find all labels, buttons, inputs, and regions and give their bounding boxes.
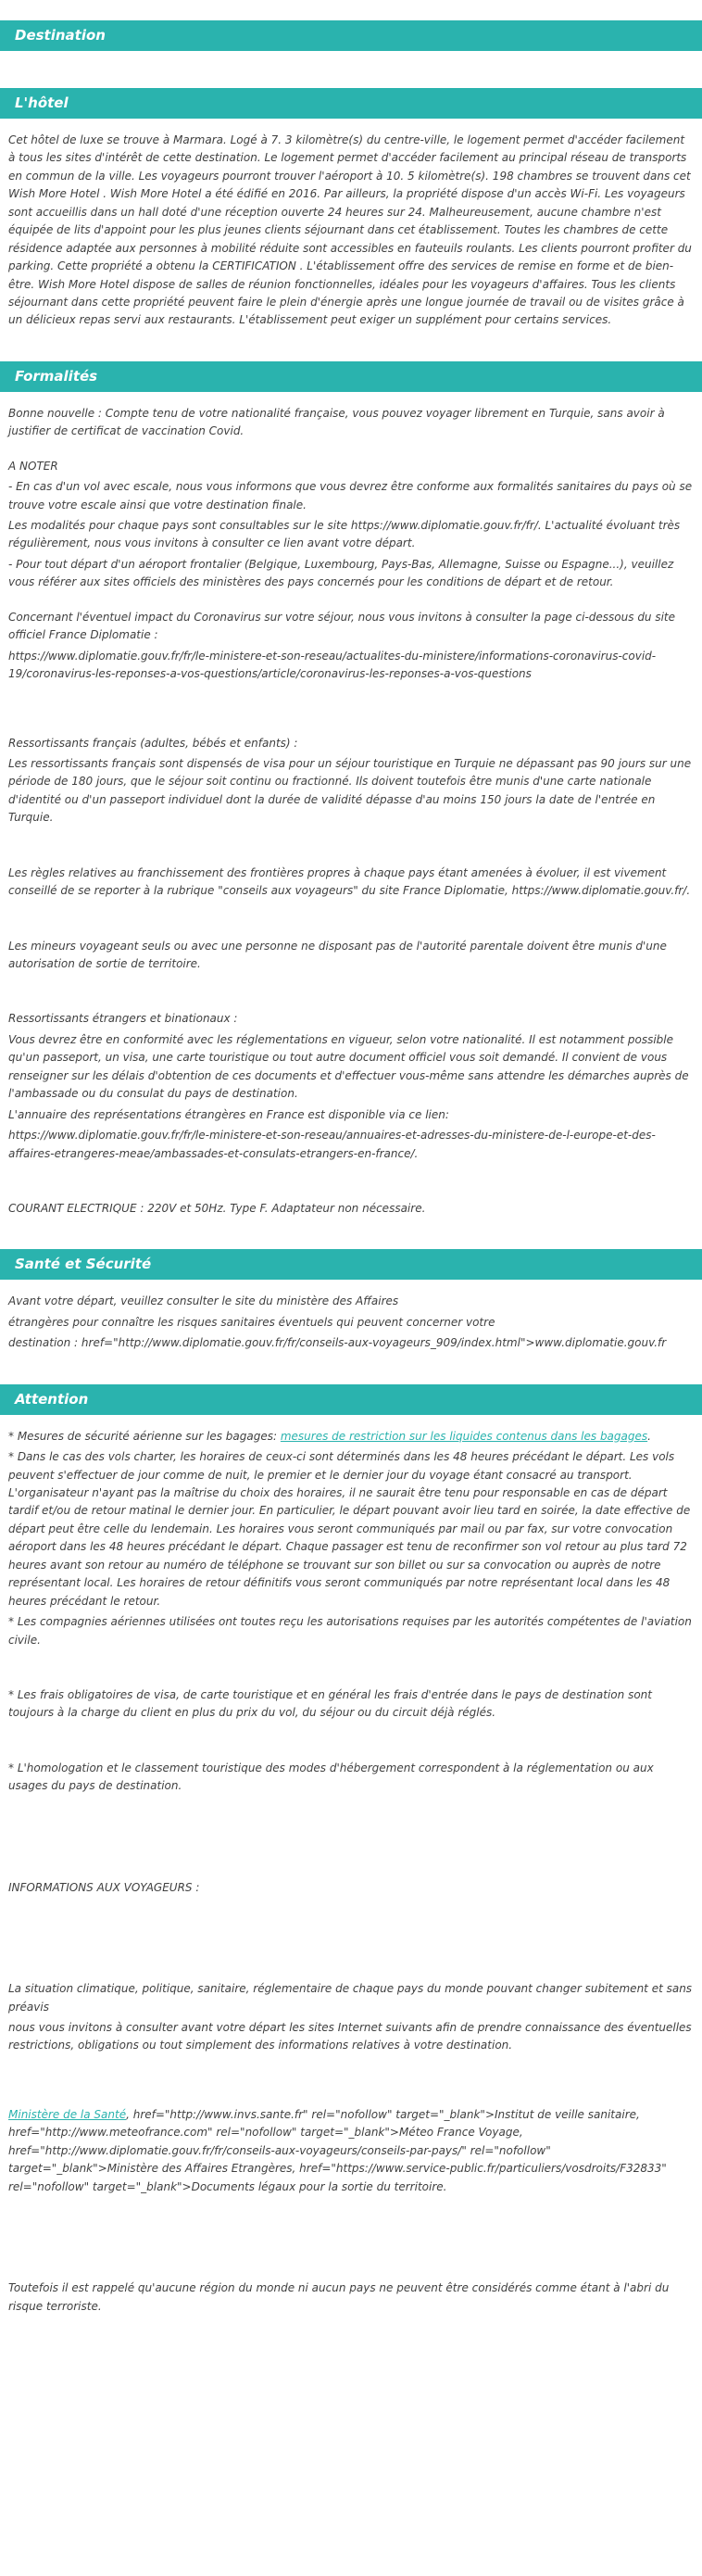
formalites-foreign-nationals-text: Vous devrez être en conformité avec les réglementations en vigueur, selon votre nationalité. Il est notamment possible qu'un passeport, un visa, une carte touristique ou tout autre document officiel vous soit demandé. Il convient de vous renseigner sur les délais d'obtention de ces documents et d'effectuer vous-même sans attendre les démarches auprès de l'ambassade ou du consulat du pays de destination. [8,1032,689,1101]
traveler-info-links-text: , href="http://www.invs.sante.fr" rel="nofollow" target="_blank">Institut de veille sanitaire, href="http://www.meteofrance.com" rel="nofollow" target="_blank">Méteo France Voyage, href="http://www.diplomatie.gouv.fr/fr/conseils-aux-voyageurs/conseils-par-pays/" rel="nofollow" target="_blank">Ministère des Affaires Etrangères, href="https://www.service-public.fr/particuliers/vosdroits/F32833" rel="nofollow" target="_blank">Documents légaux pour la sortie du territoire. [8,2107,667,2193]
sante-line-3: destination : href="http://www.diplomatie.gouv.fr/fr/conseils-aux-voyageurs_909/index.html">www.diplomatie.gouv.fr [8,1336,667,1350]
destination-title: Destination [15,27,106,44]
baggage-restrictions-link[interactable]: mesures de restriction sur les liquides contenus dans les bagages [280,1429,648,1443]
destination-header-bar [0,20,702,51]
formalites-french-nationals-text: Les ressortissants français sont dispensés de visa pour un séjour touristique en Turquie ne dépassant pas 90 jours sur une période de 180 jours, que le séjour soit continu ou fractionné. Ils doivent toutefois être munis d'une carte nationale d'identité ou d'un passeport individuel dont la durée de validité dépasse d'au moins 150 jours la date de l'entrée en Turquie. [8,756,692,825]
hotel-header-bar [0,88,702,119]
formalites-directory-url: https://www.diplomatie.gouv.fr/fr/le-ministere-et-son-reseau/annuaires-et-adresses-du-ministere-de-l-europe-et-des-affaires-etrangeres-meae/ambassades-et-consulats-etrangers-en-france/. [8,1129,656,1160]
formalites-coronavirus-url: https://www.diplomatie.gouv.fr/fr/le-ministere-et-son-reseau/actualites-du-ministere/informations-coronavirus-covid-19/coronavirus-les-reponses-a-vos-questions/article/coronavirus-les-reponses-a-vos-questions [8,649,657,681]
sante-line-1: Avant votre départ, veuillez consulter le site du ministère des Affaires [8,1294,399,1308]
formalites-foreign-nationals-heading: Ressortissants étrangers et binationaux : [8,1012,238,1026]
formalites-header-bar [0,361,702,392]
attention-body [0,1428,702,2353]
hotel-description [0,132,702,330]
section-hotel [0,88,702,330]
section-formalites [0,361,702,1219]
airlines-authorizations-note: * Les compagnies aériennes utilisées ont toutes reçu les autorisations requises par les autorités compétentes de l'aviation civile. [8,1615,692,1647]
terrorism-risk-note: Toutefois il est rappelé qu'aucune région du monde ni aucun pays ne peuvent être considérés comme étant à l'abri du risque terroriste. [8,2281,670,2313]
section-sante-securite [0,1249,702,1352]
formalites-title: Formalités [15,367,98,385]
sante-title: Santé et Sécurité [15,1256,152,1273]
section-attention [0,1384,702,2353]
hotel-title: L'hôtel [15,95,69,111]
sante-body [0,1293,702,1352]
formalites-directory-note: L'annuaire des représentations étrangères en France est disponible via ce lien: [8,1107,449,1121]
ministere-sante-link[interactable]: Ministère de la Santé [8,2107,127,2121]
formalites-minors-note: Les mineurs voyageant seuls ou avec une personne ne disposant pas de l'autorité parentale doivent être munis d'une autorisation de sortie de territoire. [8,939,667,970]
situation-note-line-2: nous vous invitons à consulter avant votre départ les sites Internet suivants afin de prendre connaissance des éventuelles restrictions, obligations ou tout simplement des informations relatives à votre destination. [8,2021,692,2052]
formalites-body [0,405,702,1219]
formalites-a-noter-heading: A NOTER [8,459,58,473]
section-destination [0,20,702,51]
baggage-note-suffix: . [647,1429,651,1443]
formalites-border-rules-note: Les règles relatives au franchissement des frontières propres à chaque pays étant amenées à évoluer, il est vivement conseillé de se reporter à la rubrique "conseils aux voyageurs" du site France Diplomatie, https://www.diplomatie.gouv.fr/. [8,865,691,898]
sante-line-2: étrangères pour connaître les risques sanitaires éventuels qui peuvent concerner votre [8,1315,495,1329]
formalites-modalities-note: Les modalités pour chaque pays sont consultables sur le site https://www.diplomatie.gouv.fr/fr/. L'actualité évoluant très régulièrement, nous vous invitons à consulter ce lien avant votre départ. [8,519,681,550]
formalites-electric-current-note: COURANT ELECTRIQUE : 220V et 50Hz. Type F. Adaptateur non nécessaire. [8,1201,426,1215]
baggage-security-note [8,1428,694,1446]
attention-header-bar [0,1384,702,1415]
classification-note: * L'homologation et le classement touristique des modes d'hébergement correspondent à la réglementation ou aux usages du pays de destination. [8,1761,654,1793]
formalites-coronavirus-note: Concernant l'éventuel impact du Coronavirus sur votre séjour, nous vous invitons à consulter la page ci-dessous du site officiel France Diplomatie : [8,610,676,642]
traveler-info-links [8,2106,694,2196]
hotel-description-text: Cet hôtel de luxe se trouve à Marmara. Logé à 7. 3 kilomètre(s) du centre-ville, le logement permet d'accéder facilement à tous les sites d'intérêt de cette destination. Le logement permet d'accéder facilement au principal réseau de transports en commun de la ville. Les voyageurs pourront trouver l'aéroport à 10. 5 kilomètre(s). 198 chambres se trouvent dans cet Wish More Hotel . Wish More Hotel a été édifié en 2016. Par ailleurs, la propriété dispose d'un accès Wi-Fi. Les voyageurs sont accueillis dans un hall doté d'une réception ouverte 24 heures sur 24. Malheureusement, aucune chambre n'est équipée de lits d'appoint pour les plus jeunes clients séjournant dans cet établissement. Toutes les chambres de cette résidence adaptée aux personnes à mobilité réduite sont accessibles en fauteuils roulants. Les clients pourront profiter du parking. Cette propriété a obtenu la CERTIFICATION . L'établissement offre des services de remise en forme et de bien-être. Wish More Hotel dispose de salles de réunion fonctionnelles, idéales pour les voyageurs d'affaires. Tous les clients séjournant dans cette propriété peuvent faire le plein d'énergie après une longue journée de travail ou de visites grâce à un délicieux repas servi aux restaurants. L'établissement peut exiger un supplément pour certains services. [8,133,692,327]
charter-flights-note: * Dans le cas des vols charter, les horaires de ceux-ci sont déterminés dans les 48 heures précédant le départ. Les vols peuvent s'effectuer de jour comme de nuit, le premier et le dernier jour du voyage étant consacré au transport. L'organisateur n'ayant pas la maîtrise du choix des horaires, il ne saurait être tenu pour responsable en cas de départ tardif et/ou de retour matinal le dernier jour. En particulier, le départ pouvant avoir lieu tard en soirée, la date effective de départ peut être celle du lendemain. Les horaires vous seront communiqués par mail ou par fax, sur votre convocation aéroport dans les 48 heures précédant le départ. Chaque passager est tenu de reconfirmer son vol retour au plus tard 72 heures avant son retour au numéro de téléphone se trouvant sur son billet ou sur sa convocation ou auprès de notre représentant local. Les horaires de retour définitifs vous seront communiqués par notre représentant local dans les 48 heures précédant le retour. [8,1450,691,1608]
formalites-good-news: Bonne nouvelle : Compte tenu de votre nationalité française, vous pouvez voyager librement en Turquie, sans avoir à justifier de certificat de vaccination Covid. [8,406,665,438]
baggage-note-prefix: * Mesures de sécurité aérienne sur les bagages: [8,1429,281,1443]
formalites-stopover-note: - En cas d'un vol avec escale, nous vous informons que vous devrez être conforme aux formalités sanitaires du pays où se trouve votre escale ainsi que votre destination finale. [8,480,693,511]
attention-title: Attention [15,1390,89,1408]
situation-note-line-1: La situation climatique, politique, sanitaire, réglementaire de chaque pays du monde pouvant changer subitement et sans préavis [8,1982,693,2014]
formalites-french-nationals-heading: Ressortissants français (adultes, bébés et enfants) : [8,736,298,750]
visa-fees-note: * Les frais obligatoires de visa, de carte touristique et en général les frais d'entrée dans le pays de destination sont toujours à la charge du client en plus du prix du vol, du séjour ou du circuit déjà réglés. [8,1687,652,1720]
traveler-info-heading: INFORMATIONS AUX VOYAGEURS : [8,1880,200,1894]
formalites-border-airport-note: - Pour tout départ d'un aéroport frontalier (Belgique, Luxembourg, Pays-Bas, Allemagne, Suisse ou Espagne...), veuillez vous référer aux sites officiels des ministères des pays concernés pour les conditions de départ et de retour. [8,557,674,589]
sante-header-bar [0,1249,702,1280]
